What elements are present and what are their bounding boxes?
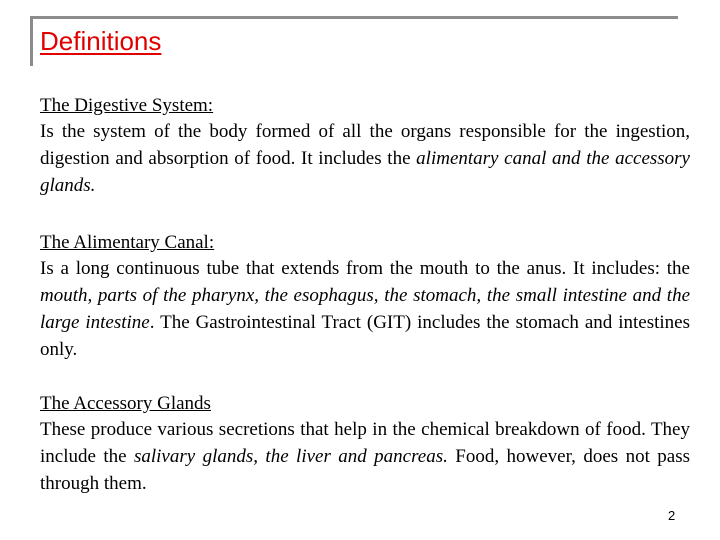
- section-heading: The Accessory Glands: [40, 393, 211, 414]
- title-frame-top-border: [30, 16, 678, 19]
- body-text: Is the system of the body formed of all the organs responsible for the ingestion, digestion and absorption of food. It includes the: [40, 121, 690, 169]
- section-accessory-glands: [40, 392, 690, 497]
- section-alimentary-canal: [40, 231, 690, 363]
- body-text: Is a long continuous tube that extends from the mouth to the anus. It includes: the: [40, 258, 690, 279]
- title-frame-left-border: [30, 16, 33, 66]
- section-heading: The Digestive System:: [40, 95, 214, 116]
- body-text: . The Gastrointestinal Tract (GIT) includes the stomach and intestines only.: [40, 312, 690, 360]
- section-body: [40, 118, 690, 199]
- section-body: [40, 416, 690, 497]
- body-text-italic: mouth, parts of the pharynx, the esophagus, the stomach, the small intestine and the large intestine: [40, 285, 690, 333]
- body-text-italic: salivary glands, the liver and pancreas.: [133, 446, 448, 467]
- body-text-italic: alimentary canal and the accessory glands.: [40, 148, 690, 196]
- slide-title: Definitions: [40, 26, 162, 56]
- page-number: 2: [668, 508, 676, 523]
- body-text: Food, however, does not pass through them.: [40, 446, 690, 494]
- section-heading: The Alimentary Canal:: [40, 232, 215, 253]
- body-text: These produce various secretions that help in the chemical breakdown of food. They include the: [40, 419, 690, 467]
- section-digestive-system: [40, 94, 690, 199]
- section-body: [40, 255, 690, 363]
